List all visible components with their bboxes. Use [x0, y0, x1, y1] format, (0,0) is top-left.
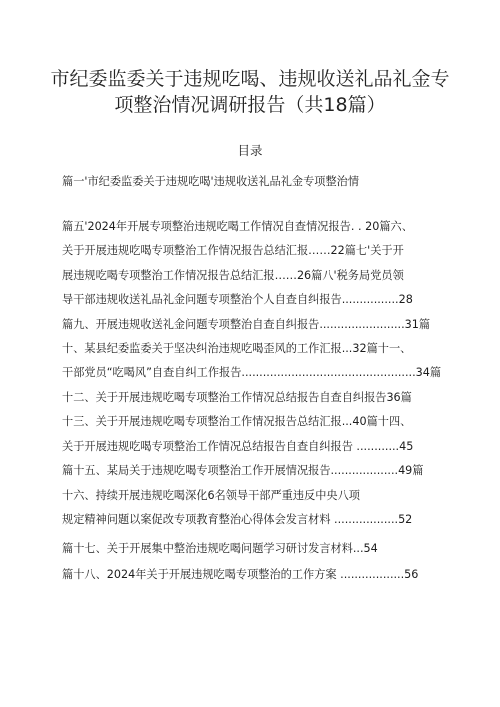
toc-line: 篇十五、某局关于违规吃喝专项整治工作开展情况报告...................49篇 [62, 464, 424, 477]
toc-heading: 目录 [237, 143, 263, 158]
toc-line: 十三、关于开展违规吃喝专项整治工作情况报告总结汇报...40篇十四、 [62, 415, 412, 428]
toc-line: 篇五'2024年开展专项整治违规吃喝工作情况自查情况报告. . 20篇六、 [62, 220, 413, 233]
toc-line: 篇一'市纪委监委关于违规吃喝'违规收送礼品礼金专项整治情 [62, 175, 360, 188]
toc-line: 关于开展违规吃喝专项整治工作情况总结报告自查自纠报告 ............45 [62, 440, 414, 453]
toc-line: 篇九、开展违规收送礼金问题专项整治自查自纠报告........................31篇 [62, 318, 431, 331]
toc-line: 十六、持续开展违规吃喝深化6名领导干部严重违反中央八项 [62, 489, 360, 502]
toc-line: 展违规吃喝专项整治工作情况报告总结汇报……26篇八'税务局党员领 [62, 269, 404, 282]
toc-line: 干部党员“吃喝风”自查自纠工作报告.................................................34篇 [62, 366, 442, 379]
toc-line: 关于开展违规吃喝专项整治工作情况报告总结汇报……22篇七'关于开 [62, 244, 404, 257]
toc-line: 篇十七、关于开展集中整治违规吃喝问题学习研讨发言材料...54 [62, 542, 378, 555]
toc-line: 十二、关于开展违规吃喝专项整治工作情况总结报告自查自纠报告36篇 [62, 391, 412, 404]
document-title-line-1: 市纪委监委关于违规吃喝、违规收送礼品礼金专 [50, 68, 450, 90]
toc-line: 导干部违规收送礼品礼金问题专项整治个人自查自纠报告................28 [62, 293, 413, 306]
document-title-line-2: 项整治情况调研报告（共18篇） [114, 94, 386, 116]
toc-line: 十、某县纪委监委关于坚决纠治违规吃喝歪风的工作汇报...32篇十一、 [62, 342, 412, 355]
toc-line: 篇十八、2024年关于开展违规吃喝专项整治的工作方案 ..................56 [62, 568, 419, 581]
toc-line: 规定精神问题以案促改专项教育整治心得体会发言材料 ..................52 [62, 513, 413, 526]
